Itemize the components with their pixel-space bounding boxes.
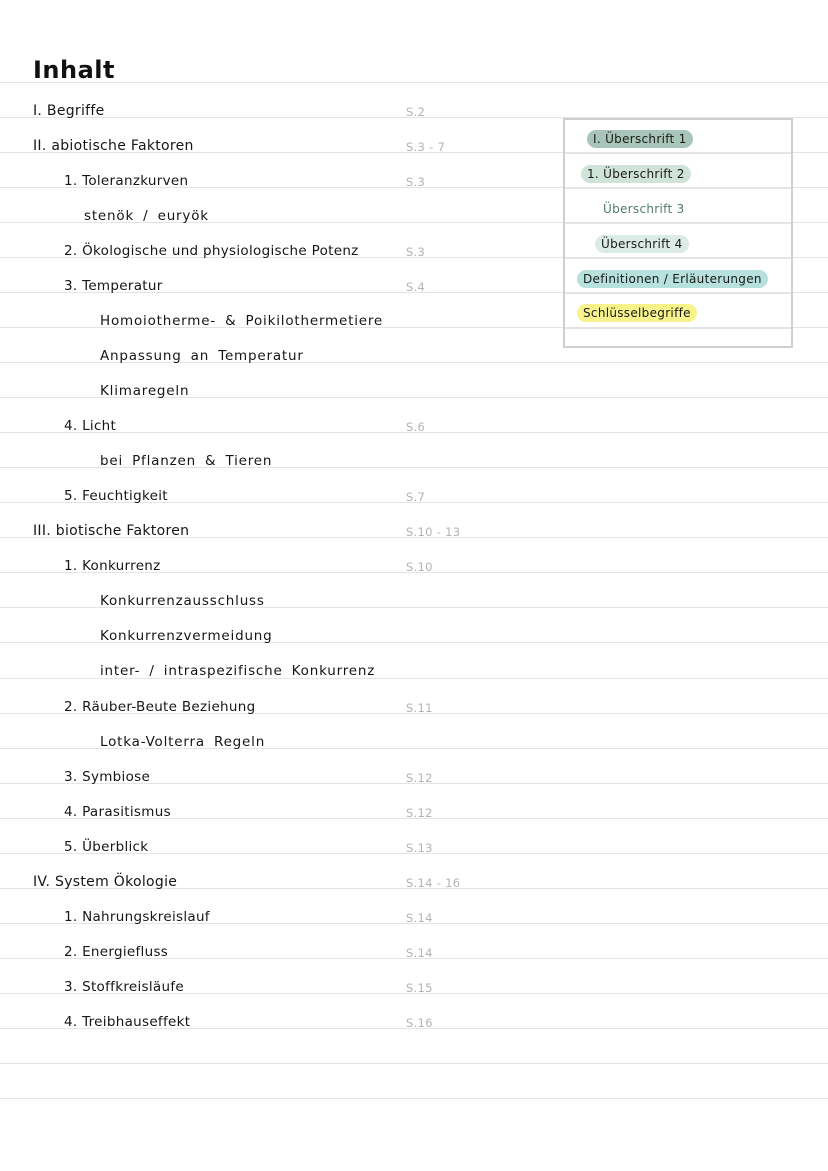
toc-entry [0, 100, 520, 122]
toc-entry-page-number: S.16 [406, 1016, 433, 1030]
toc-entry-label: Klimaregeln [100, 383, 190, 399]
toc-entry [0, 660, 520, 682]
toc-entry-label: I. Begriffe [33, 103, 105, 119]
toc-entry-label: 1. Nahrungskreislauf [64, 909, 210, 925]
legend-item: I. Überschrift 1 [587, 130, 693, 148]
toc-entry [0, 625, 520, 647]
toc-entry-page-number: S.10 [406, 560, 433, 574]
toc-entry [0, 205, 520, 227]
ruled-line [0, 82, 828, 83]
color-legend-box [563, 118, 793, 348]
toc-entry-page-number: S.13 [406, 841, 433, 855]
toc-entry [0, 976, 520, 998]
toc-entry-label: IV. System Ökologie [33, 874, 178, 890]
toc-entry [0, 450, 520, 472]
toc-entry [0, 906, 520, 928]
toc-entry-label: II. abiotische Faktoren [33, 138, 194, 154]
toc-entry-label: 5. Feuchtigkeit [64, 488, 168, 504]
toc-entry [0, 836, 520, 858]
legend-item: Schlüsselbegriffe [577, 304, 697, 322]
legend-ruled-line [565, 153, 791, 154]
toc-entry-page-number: S.12 [406, 806, 433, 820]
toc-entry-label: 2. Ökologische und physiologische Potenz [64, 243, 359, 259]
legend-item: Überschrift 3 [603, 202, 685, 216]
toc-entry-label: Homoiotherme- & Poikilothermetiere [100, 313, 384, 329]
legend-ruled-line [565, 328, 791, 329]
toc-entry-page-number: S.14 [406, 946, 433, 960]
legend-ruled-line [565, 293, 791, 294]
toc-entry [0, 415, 520, 437]
toc-entry [0, 170, 520, 192]
toc-entry-page-number: S.15 [406, 981, 433, 995]
toc-entry-label: inter- / intraspezifische Konkurrenz [100, 663, 376, 679]
toc-entry-label: 4. Treibhauseffekt [64, 1014, 191, 1030]
toc-entry [0, 275, 520, 297]
toc-entry-label: bei Pflanzen & Tieren [100, 453, 273, 469]
toc-entry-page-number: S.12 [406, 771, 433, 785]
toc-entry-page-number: S.7 [406, 490, 426, 504]
toc-entry-label: Konkurrenzvermeidung [100, 628, 273, 644]
toc-entry [0, 871, 520, 893]
toc-entry-page-number: S.3 [406, 245, 426, 259]
toc-entry-label: III. biotische Faktoren [33, 523, 190, 539]
toc-entry [0, 801, 520, 823]
toc-entry [0, 135, 520, 157]
toc-entry [0, 731, 520, 753]
toc-entry [0, 590, 520, 612]
toc-entry-page-number: S.2 [406, 105, 426, 119]
toc-entry [0, 1011, 520, 1033]
ruled-line [0, 1063, 828, 1064]
ruled-line [0, 1098, 828, 1099]
toc-entry-label: 3. Stoffkreisläufe [64, 979, 184, 995]
toc-entry-label: Konkurrenzausschluss [100, 593, 265, 609]
toc-entry-label: 4. Parasitismus [64, 804, 171, 820]
legend-item: Definitionen / Erläuterungen [577, 270, 768, 288]
toc-entry-page-number: S.6 [406, 420, 426, 434]
toc-entry-label: stenök / euryök [84, 208, 209, 224]
toc-entry-label: 1. Konkurrenz [64, 558, 161, 574]
toc-entry [0, 380, 520, 402]
toc-entry [0, 696, 520, 718]
toc-entry-page-number: S.11 [406, 701, 433, 715]
toc-entry-page-number: S.14 [406, 911, 433, 925]
toc-entry-page-number: S.3 [406, 175, 426, 189]
toc-entry-label: 5. Überblick [64, 839, 149, 855]
toc-entry [0, 240, 520, 262]
toc-entry-page-number: S.4 [406, 280, 426, 294]
legend-item: 1. Überschrift 2 [581, 165, 691, 183]
toc-entry [0, 766, 520, 788]
legend-ruled-line [565, 223, 791, 224]
toc-entry-page-number: S.3 - 7 [406, 140, 446, 154]
toc-entry-label: 2. Energiefluss [64, 944, 169, 960]
toc-entry [0, 520, 520, 542]
legend-item: Überschrift 4 [595, 235, 689, 253]
toc-entry [0, 941, 520, 963]
page-title: Inhalt [33, 56, 115, 84]
toc-entry-label: 2. Räuber-Beute Beziehung [64, 699, 256, 715]
toc-entry-label: 3. Symbiose [64, 769, 151, 785]
toc-entry [0, 555, 520, 577]
toc-entry-page-number: S.14 - 16 [406, 876, 461, 890]
toc-entry-label: 3. Temperatur [64, 278, 163, 294]
toc-entry-label: Anpassung an Temperatur [100, 348, 304, 364]
toc-entry-label: 1. Toleranzkurven [64, 173, 189, 189]
legend-ruled-line [565, 258, 791, 259]
toc-entry [0, 485, 520, 507]
legend-ruled-line [565, 188, 791, 189]
toc-entry-page-number: S.10 - 13 [406, 525, 461, 539]
toc-entry [0, 310, 520, 332]
toc-entry [0, 345, 520, 367]
toc-entry-label: Lotka-Volterra Regeln [100, 734, 266, 750]
toc-entry-label: 4. Licht [64, 418, 117, 434]
